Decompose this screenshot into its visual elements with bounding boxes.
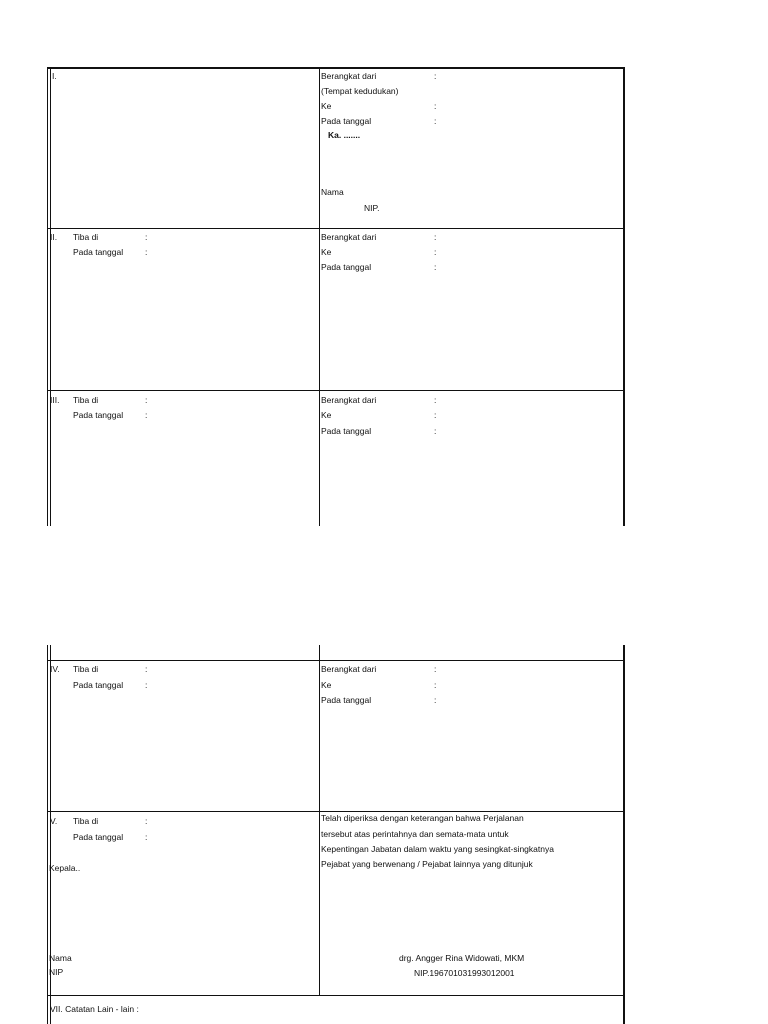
ke-label: Ke: [321, 410, 332, 420]
colon: :: [434, 680, 437, 690]
colon: :: [145, 832, 148, 842]
ke-label: Ke: [321, 101, 332, 111]
nama-label: Nama: [321, 187, 344, 197]
pada-tanggal-label: Pada tanggal: [73, 832, 124, 842]
colon: :: [434, 116, 437, 126]
colon: :: [145, 664, 148, 674]
colon: :: [434, 410, 437, 420]
berangkat-dari-label: Berangkat dari: [321, 664, 377, 674]
nip-label: NIP.: [364, 203, 380, 213]
section-number: II.: [50, 232, 58, 242]
section-divider: [47, 995, 625, 996]
center-divider: [319, 645, 320, 996]
berangkat-dari-label: Berangkat dari: [321, 232, 377, 242]
tiba-di-label: Tiba di: [73, 816, 99, 826]
ke-label: Ke: [321, 247, 332, 257]
tiba-di-label: Tiba di: [73, 232, 99, 242]
section-divider: [47, 390, 625, 391]
center-divider: [319, 69, 320, 526]
colon: :: [145, 232, 148, 242]
section-number: IV.: [50, 664, 60, 674]
ke-label: Ke: [321, 680, 332, 690]
section-divider: [47, 228, 625, 229]
tempat-kedudukan-label: (Tempat kedudukan): [321, 86, 399, 96]
section-divider: [47, 660, 625, 661]
colon: :: [145, 680, 148, 690]
statement-line: Pejabat yang berwenang / Pejabat lainnya yang ditunjuk: [321, 859, 533, 869]
colon: :: [434, 395, 437, 405]
colon: :: [434, 71, 437, 81]
signer-name: drg. Angger Rina Widowati, MKM: [399, 953, 525, 963]
berangkat-dari-label: Berangkat dari: [321, 395, 377, 405]
left-border: [47, 69, 51, 526]
pada-tanggal-label: Pada tanggal: [321, 262, 372, 272]
colon: :: [434, 695, 437, 705]
nama-label: Nama: [49, 953, 72, 963]
colon: :: [434, 232, 437, 242]
colon: :: [434, 262, 437, 272]
section-number: I.: [52, 71, 57, 81]
right-border: [623, 645, 625, 1024]
colon: :: [434, 101, 437, 111]
colon: :: [434, 426, 437, 436]
pada-tanggal-label: Pada tanggal: [321, 116, 372, 126]
ka-label: Ka. .......: [328, 130, 361, 140]
pada-tanggal-label: Pada tanggal: [73, 680, 124, 690]
section-number: III.: [50, 395, 60, 405]
tiba-di-label: Tiba di: [73, 664, 99, 674]
catatan-lain-label: VII. Catatan Lain - lain :: [50, 1004, 139, 1014]
pada-tanggal-label: Pada tanggal: [321, 426, 372, 436]
colon: :: [434, 247, 437, 257]
pada-tanggal-label: Pada tanggal: [321, 695, 372, 705]
statement-line: tersebut atas perintahnya dan semata-mata untuk: [321, 829, 509, 839]
statement-line: Telah diperiksa dengan keterangan bahwa Perjalanan: [321, 813, 524, 823]
right-border: [623, 69, 625, 526]
kepala-label: Kepala..: [49, 863, 81, 873]
travel-form-page-1: [47, 67, 625, 526]
colon: :: [145, 410, 148, 420]
colon: :: [145, 816, 148, 826]
colon: :: [145, 395, 148, 405]
berangkat-dari-label: Berangkat dari: [321, 71, 377, 81]
pada-tanggal-label: Pada tanggal: [73, 410, 124, 420]
section-divider: [47, 811, 625, 812]
tiba-di-label: Tiba di: [73, 395, 99, 405]
statement-line: Kepentingan Jabatan dalam waktu yang sesingkat-singkatnya: [321, 844, 554, 854]
section-number: V.: [50, 816, 58, 826]
travel-form-page-2: [47, 645, 625, 1024]
nip-label: NIP: [49, 967, 64, 977]
pada-tanggal-label: Pada tanggal: [73, 247, 124, 257]
colon: :: [145, 247, 148, 257]
colon: :: [434, 664, 437, 674]
signer-nip: NIP.196701031993012001: [414, 968, 515, 978]
